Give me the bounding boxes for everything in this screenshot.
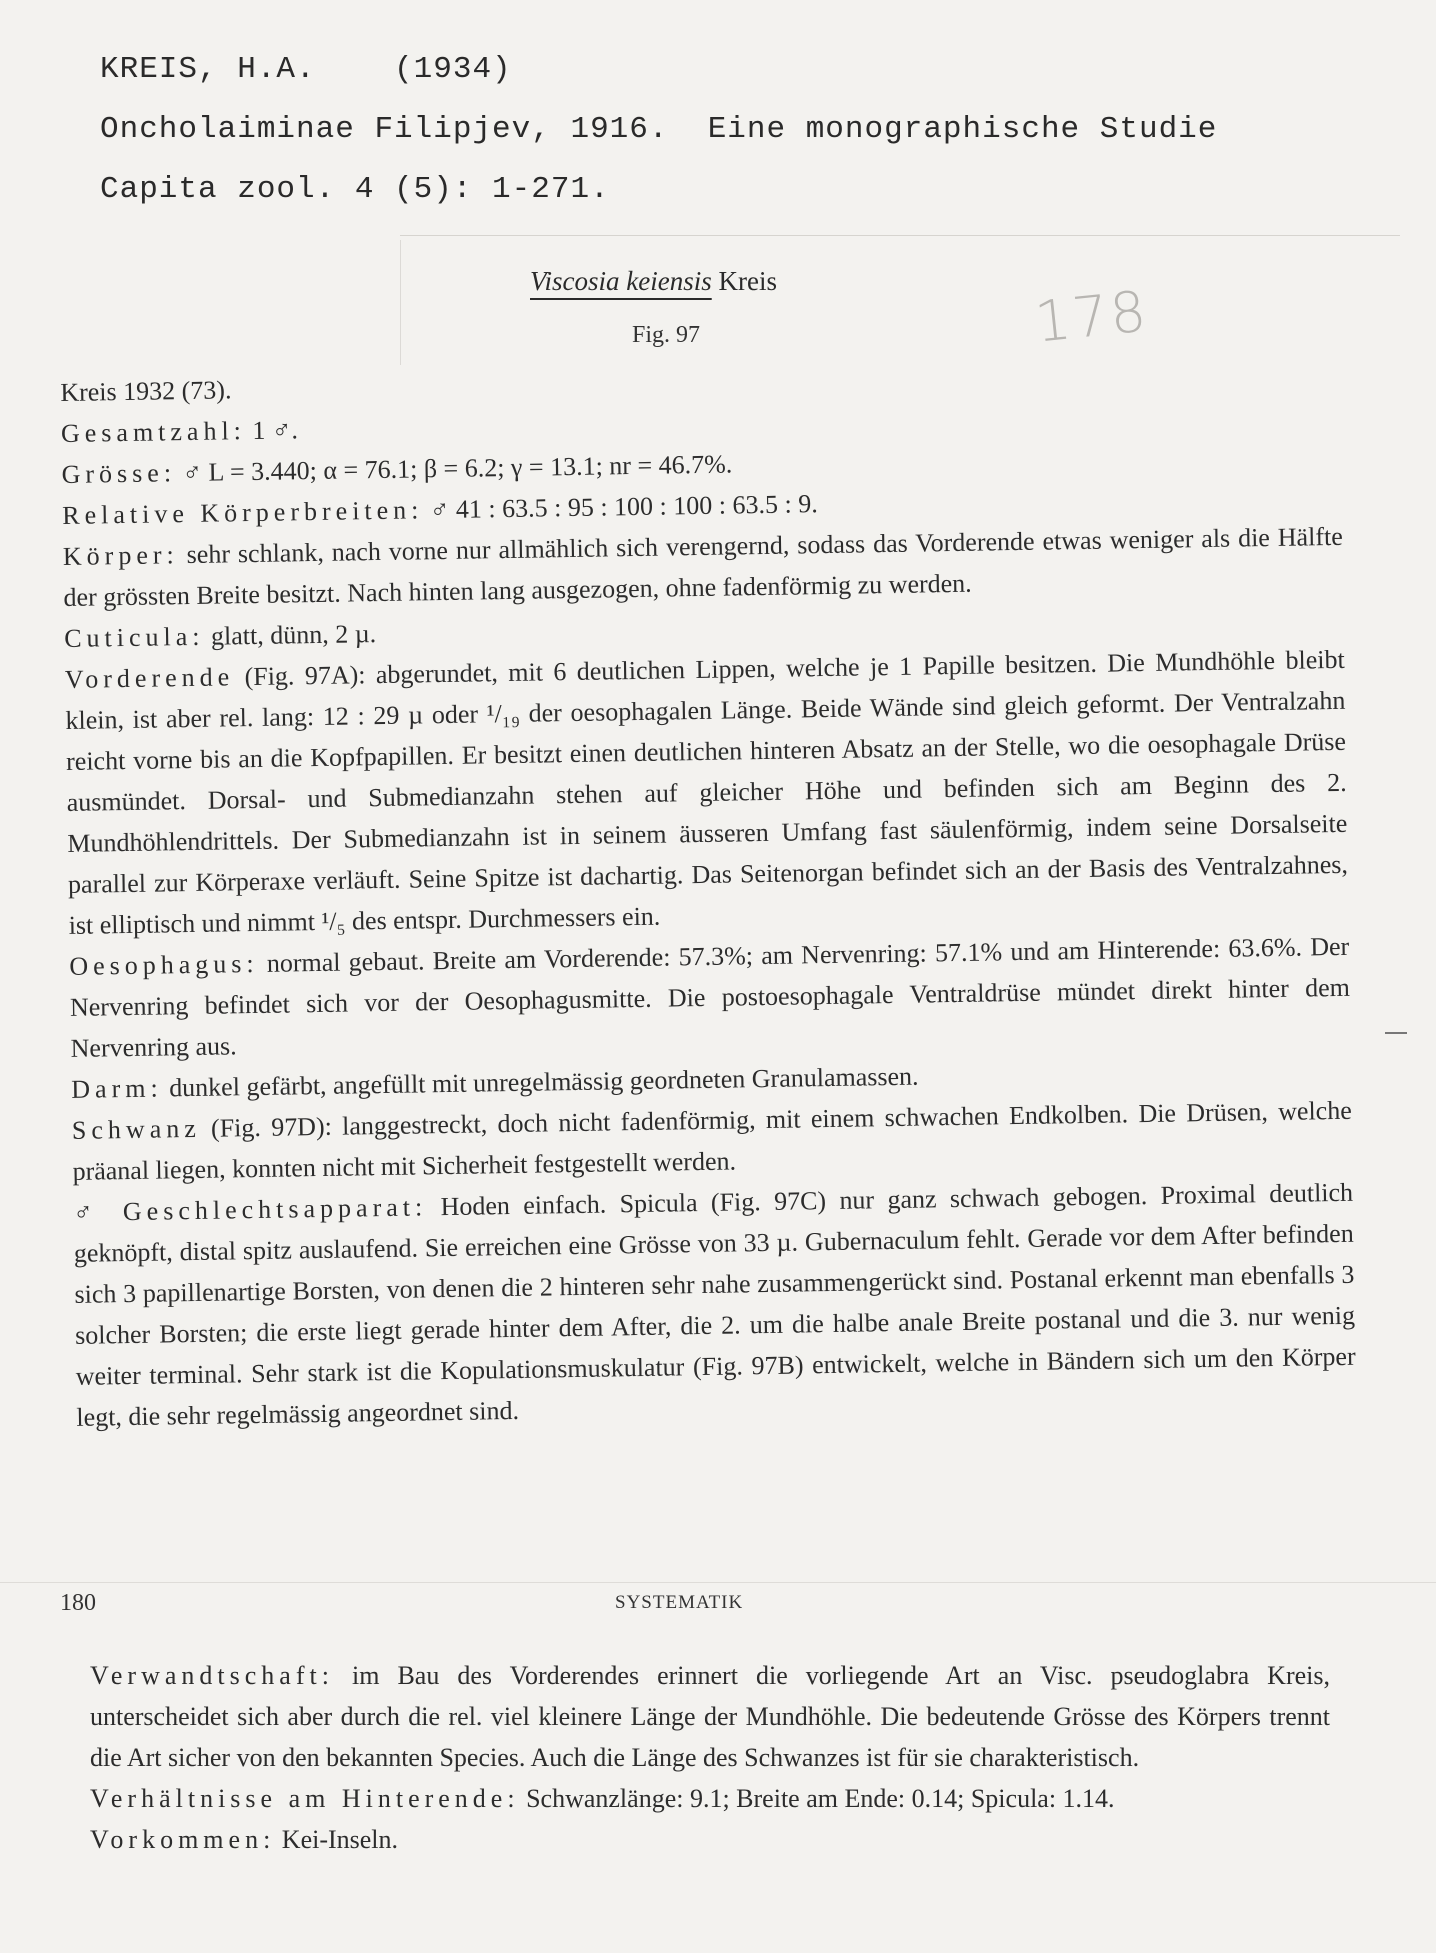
paragraph	[65, 639, 1349, 946]
paragraph-text: Kreis 1932 (73).	[60, 375, 232, 407]
handwritten-number: 178	[1031, 279, 1151, 356]
paragraph-text: 1 ♂.	[245, 415, 299, 446]
paragraph-text: ♂ 41 : 63.5 : 95 : 100 : 100 : 63.5 : 9.	[423, 489, 818, 525]
paragraph-label: Oesophagus:	[69, 948, 259, 981]
citation-line-3: Capita zool. 4 (5): 1-271.	[100, 172, 610, 207]
species-description	[60, 352, 1357, 1438]
paragraph-label: Verwandtschaft:	[90, 1661, 334, 1690]
citation-line-2: Oncholaiminae Filipjev, 1916. Eine monographische Studie	[100, 112, 1218, 147]
paragraph-label: Relative Körperbreiten:	[62, 495, 424, 530]
paragraph-label: Vorkommen:	[90, 1825, 276, 1854]
paragraph-label: Schwanz	[71, 1113, 201, 1145]
paragraph-text: (Fig. 97A): abgerundet, mit 6 deutlichen Lippen, welche je 1 Papille besitzen. Die Mundhöhle bleibt klein, ist aber rel. lang: 12 : 29 µ oder ¹/₁₉ der oesophagalen Länge. Beide Wände sind gleich geformt. Der Ventralzahn reicht vorne bis an die Kopfpapillen. Er besitzt einen deutlichen hinteren Absatz an der Stelle, wo die oesophagale Drüse ausmündet. Dorsal- und Submedianzahn stehen auf gleicher Höhe und befinden sich am Beginn des 2. Mundhöhlendrittels. Der Submedianzahn ist in seinem äusseren Umfang fast säulenförmig, indem seine Dorsalseite parallel zur Körperaxe verläuft. Seine Spitze ist dachartig. Das Seitenorgan befindet sich an der Basis des Ventralzahnes, ist elliptisch und nimmt ¹/₅ des entspr. Durchmessers ein.	[65, 644, 1349, 940]
paragraph-text: dunkel gefärbt, angefüllt mit unregelmässig geordneten Granulamassen.	[162, 1061, 919, 1103]
figure-reference: Fig. 97	[632, 322, 701, 348]
paragraph-text: (Fig. 97D): langgestreckt, doch nicht fadenförmig, mit einem schwachen Endkolben. Die Drüsen, welche präanal liegen, konnten nicht mit Sicherheit festgestellt werden.	[72, 1095, 1352, 1186]
clipping-edge-top	[400, 235, 1400, 236]
species-title	[530, 266, 777, 297]
paragraph-label: Gesamtzahl:	[60, 416, 247, 448]
paragraph	[90, 1819, 1330, 1860]
paragraph-text: normal gebaut. Breite am Vorderende: 57.3%; am Nervenring: 57.1% und am Hinterende: 63.6%. Der Nervenring befindet sich vor der Oesophagusmitte. Die postoesophagale Ventraldrüse mündet direkt hinter dem Nervenring aus.	[69, 931, 1351, 1063]
species-name: Viscosia keiensis	[530, 266, 712, 296]
paragraph	[90, 1778, 1330, 1819]
paragraph-text: ♂ L = 3.440; α = 76.1; β = 6.2; γ = 13.1; nr = 46.7%.	[175, 449, 733, 488]
paragraph-text: Schwanzlänge: 9.1; Breite am Ende: 0.14; Spicula: 1.14.	[519, 1784, 1115, 1813]
paragraph-text: Kei-Inseln.	[275, 1825, 399, 1854]
paragraph-label: Vorderende	[64, 662, 235, 694]
typed-citation	[100, 40, 1217, 220]
paragraph-text: im Bau des Vorderendes erinnert die vorliegende Art an Visc. pseudoglabra Kreis, unterscheidet sich aber durch die rel. viel kleinere Länge der Mundhöhle. Die bedeutende Grösse des Körpers trennt die Art sicher von den bekannten Species. Auch die Länge des Schwanzes ist für sie charakteristisch.	[90, 1661, 1330, 1772]
paragraph-text: glatt, dünn, 2 µ.	[204, 619, 377, 651]
running-head: SYSTEMATIK	[615, 1592, 744, 1613]
paragraph-label: Cuticula:	[63, 621, 205, 653]
paragraph	[69, 926, 1351, 1069]
paragraph-label: ♂ Geschlechtsapparat:	[72, 1192, 428, 1227]
paragraph-label: Grösse:	[61, 458, 177, 489]
citation-line-1: KREIS, H.A. (1934)	[100, 52, 512, 87]
species-description-continued	[90, 1655, 1330, 1860]
paragraph	[90, 1655, 1330, 1778]
paragraph-text: sehr schlank, nach vorne nur allmählich sich verengernd, sodass das Vorderende etwas weniger als die Hälfte der grössten Breite besitzt. Nach hinten lang ausgezogen, ohne fadenförmig zu werden.	[63, 521, 1343, 612]
paragraph	[73, 1172, 1357, 1438]
clipping-edge-left	[400, 240, 401, 365]
paragraph-text: Hoden einfach. Spicula (Fig. 97C) nur ganz schwach gebogen. Proximal deutlich geknöpft, distal spitz auslaufend. Sie erreichen eine Grösse von 33 µ. Gubernaculum fehlt. Gerade vor dem After befinden sich 3 papillenartige Borsten, von denen die 2 hinteren sehr nahe zusammengerückt sind. Postanal erkennt man ebenfalls 3 solcher Borsten; die erste liegt gerade hinter dem After, die 2. um die halbe anale Breite postanal und die 3. nur wenig weiter terminal. Sehr stark ist die Kopulationsmuskulatur (Fig. 97B) entwickelt, welche in Bändern sich um den Körper legt, die sehr regelmässig angeordnet sind.	[73, 1177, 1356, 1432]
species-author: Kreis	[711, 266, 777, 296]
clipping-edge-bottom	[0, 1582, 1436, 1583]
page-number: 180	[60, 1590, 96, 1616]
margin-mark	[1385, 1032, 1407, 1034]
paragraph-label: Verhältnisse am Hinterende:	[90, 1784, 520, 1813]
paragraph-label: Darm:	[71, 1073, 163, 1104]
paragraph-label: Körper:	[62, 540, 179, 571]
